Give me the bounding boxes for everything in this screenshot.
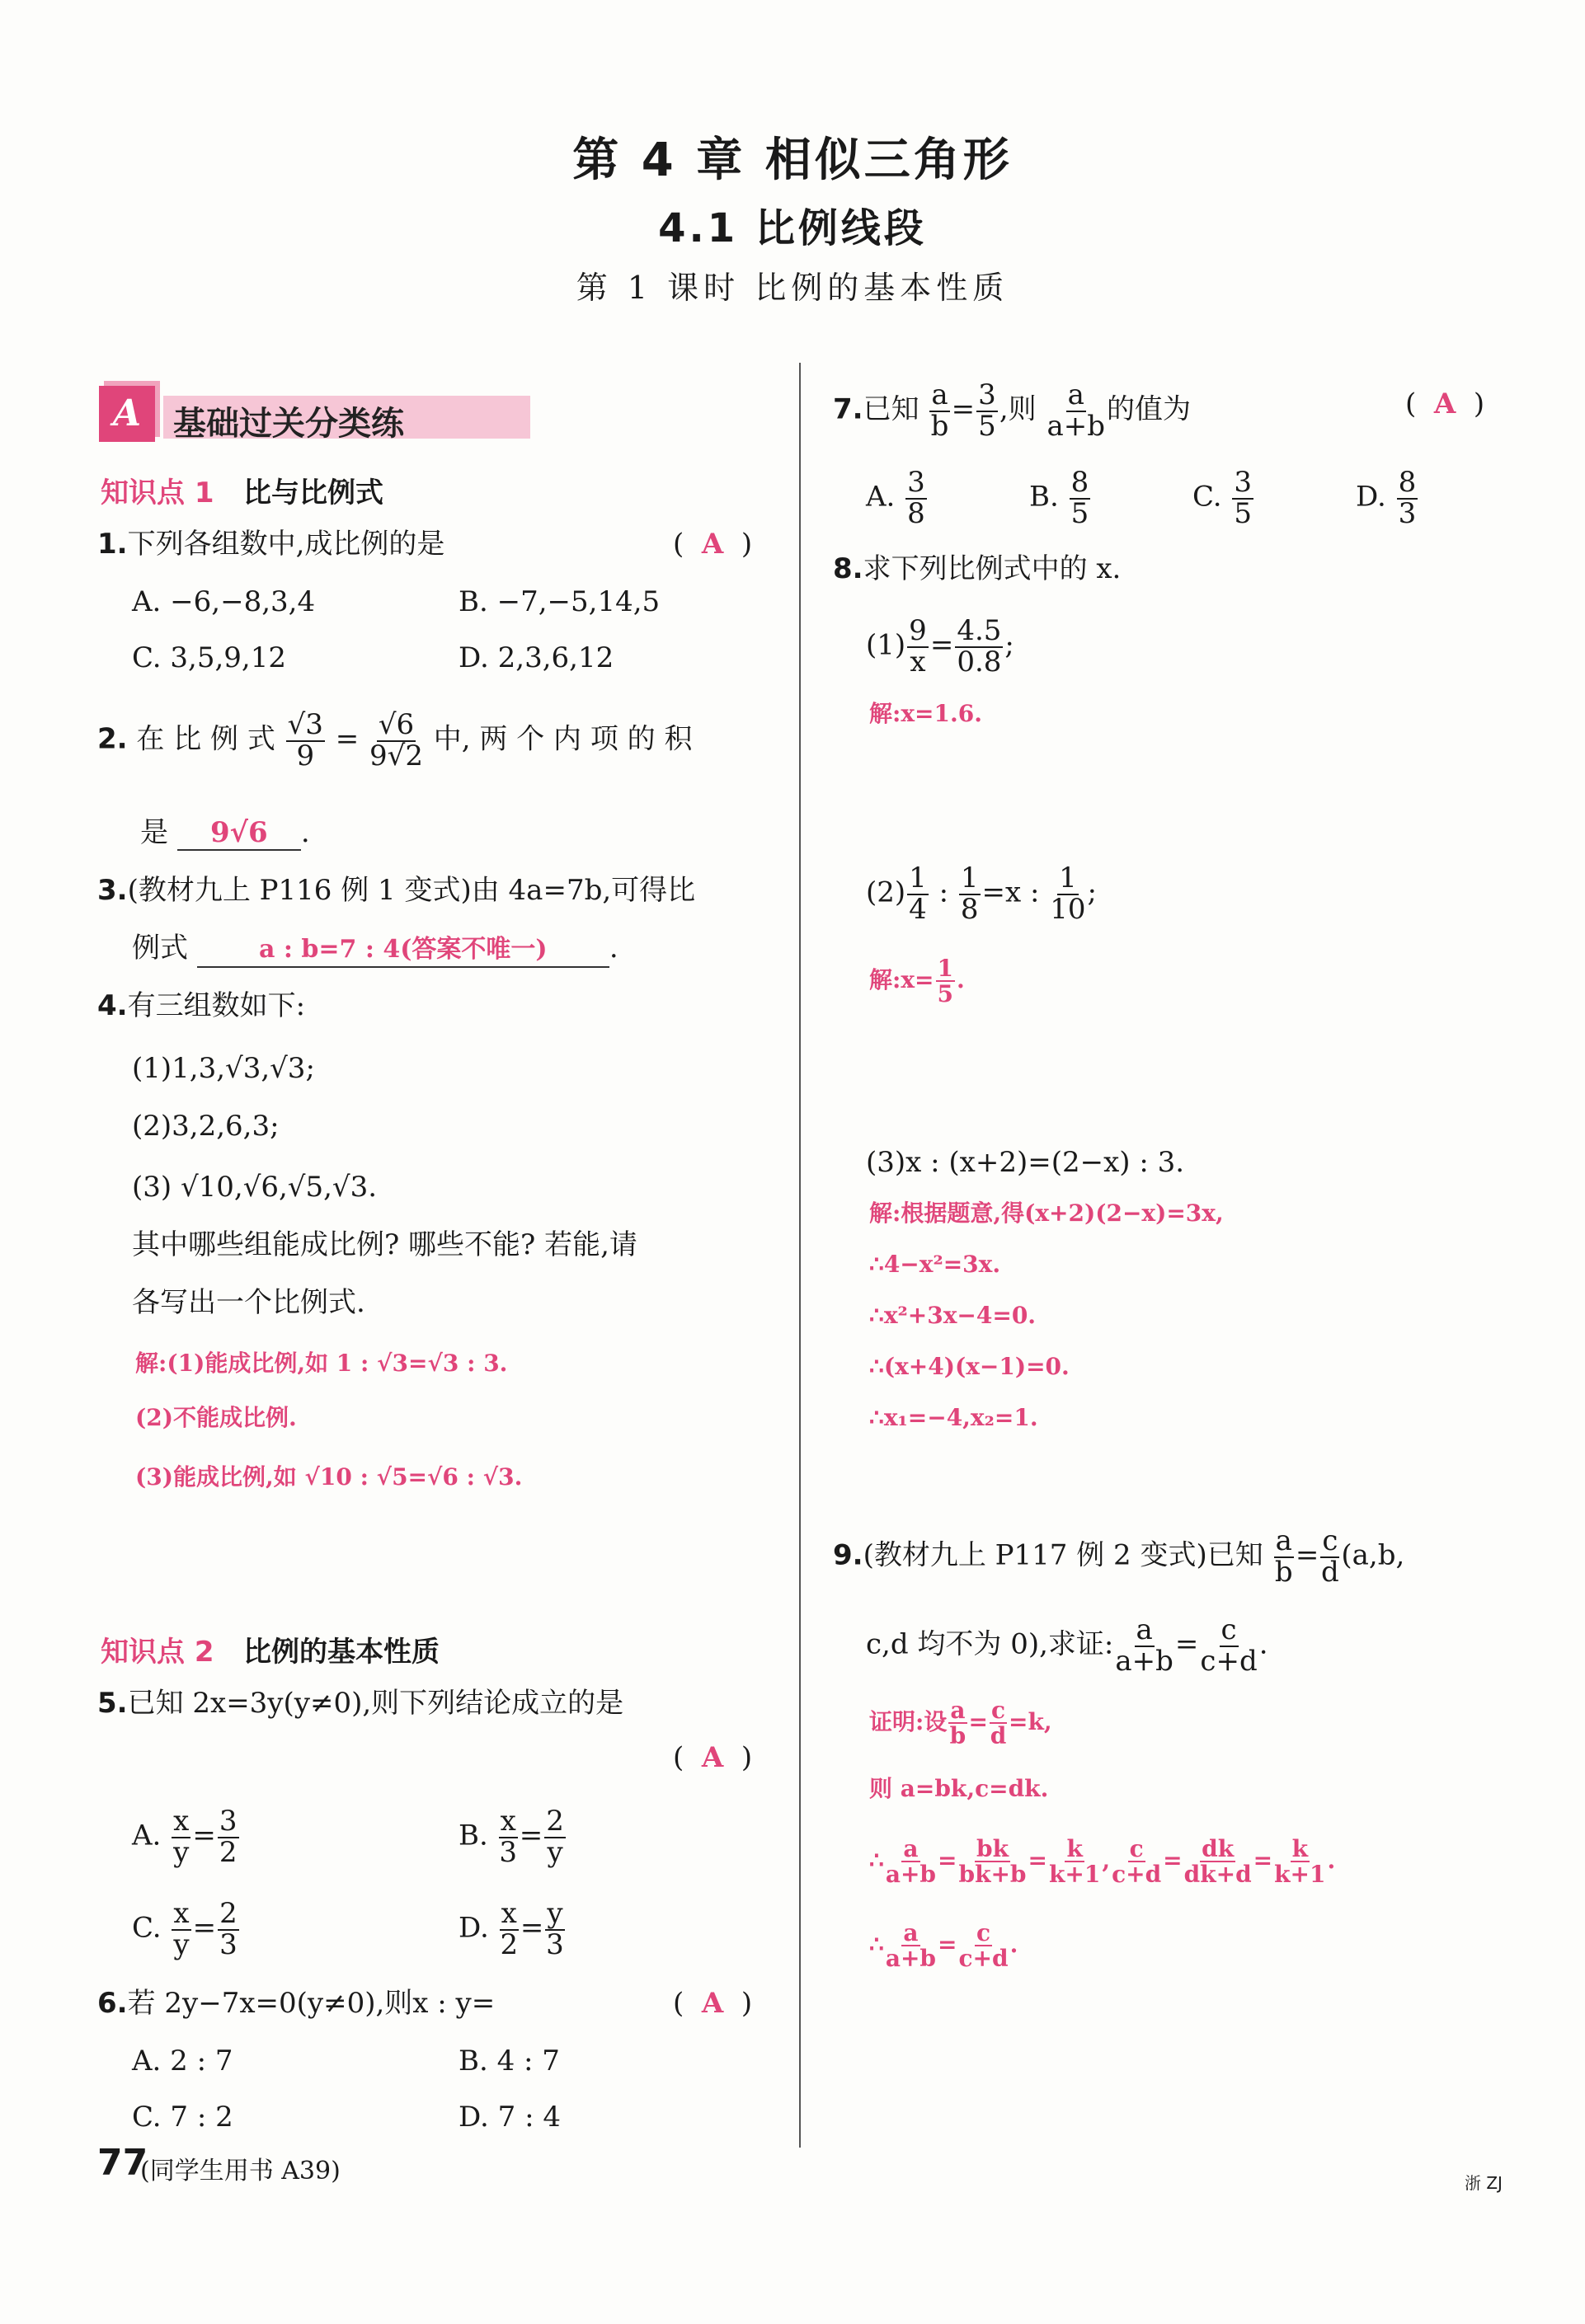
q5-answer-paren: ( A ) bbox=[673, 1741, 753, 1774]
q2-pre: 在 比 例 式 bbox=[136, 722, 275, 756]
q8-solution-3d: ∴(x+4)(x−1)=0. bbox=[869, 1353, 1070, 1380]
q6-answer: A bbox=[701, 1987, 724, 2020]
q7-option-c: C. $\frac{3}{5}$ bbox=[1192, 466, 1253, 530]
q9-proof-2: 则 a=bk,c=dk. bbox=[869, 1775, 1049, 1802]
knowledge-point-2 bbox=[101, 1629, 440, 1669]
q7-stem: 7.已知 $\frac{a}{b}$ = $\frac{3}{5}$ ,则 $\frac{a}{a+b}$ 的值为 bbox=[833, 378, 1191, 443]
knowledge-point-1 bbox=[101, 470, 383, 510]
q2-line2-text: 是 bbox=[140, 816, 168, 849]
q9-stem: 9.(教材九上 P117 例 2 变式)已知 $\frac{a}{b}$ = $\frac{c}{d}$ (a,b, bbox=[833, 1524, 1405, 1589]
q9-proof-1-post: =k, bbox=[1009, 1707, 1052, 1735]
q4-question-line2: 各写出一个比例式. bbox=[132, 1286, 365, 1319]
chapter-title: 第 4 章 相似三角形 bbox=[572, 134, 1013, 187]
q7-mid: ,则 bbox=[999, 392, 1037, 426]
q8-solution-3c: ∴x²+3x−4=0. bbox=[869, 1302, 1037, 1329]
q7-option-b: B. $\frac{8}{5}$ bbox=[1029, 466, 1089, 530]
q4-question-line1: 其中哪些组能成比例? 哪些不能? 若能,请 bbox=[132, 1228, 637, 1261]
q8-solution-1: 解:x=1.6. bbox=[869, 700, 982, 727]
q7-pre: 已知 bbox=[863, 392, 919, 426]
q7-option-a: A. $\frac{3}{8}$ bbox=[866, 466, 925, 530]
q5-text: 已知 2x=3y(y≠0),则下列结论成立的是 bbox=[127, 1687, 624, 1720]
page-number: 77 bbox=[97, 2142, 148, 2184]
lesson-title: 第 1 课时 比例的基本性质 bbox=[576, 270, 1009, 306]
q9-line2-text: c,d 均不为 0),求证: bbox=[866, 1627, 1114, 1661]
footer-reference: (同学生用书 A39) bbox=[140, 2157, 341, 2185]
q3-text: (教材九上 P116 例 1 变式)由 4a=7b,可得比 bbox=[127, 874, 696, 907]
kp1-title: 比与比例式 bbox=[243, 477, 384, 509]
column-divider bbox=[799, 363, 801, 2148]
q2-fraction-right: $\frac{√6}{9√2}$ bbox=[369, 708, 423, 772]
section-banner bbox=[99, 386, 536, 442]
q1-option-d: D. 2,3,6,12 bbox=[459, 641, 614, 674]
q9-number: 9. bbox=[833, 1538, 863, 1572]
q8-number: 8. bbox=[833, 552, 863, 585]
footer-region: 浙 ZJ bbox=[1465, 2173, 1503, 2193]
q1-answer: A bbox=[701, 528, 724, 561]
q6-text: 若 2y−7x=0(y≠0),则x : y= bbox=[127, 1987, 496, 2020]
q8-solution-3a: 解:根据题意,得(x+2)(2−x)=3x, bbox=[869, 1200, 1224, 1227]
q2-stem: 2. 在 比 例 式 $\frac{√3}{9}$ = $\frac{√6}{9√2}$ 中, 两 个 内 项 的 积 bbox=[97, 708, 693, 772]
q9-line2: c,d 均不为 0),求证: $\frac{a}{a+b}$ = $\frac{c}{c+d}$ . bbox=[866, 1613, 1268, 1678]
section-title: 4.1 比例线段 bbox=[658, 205, 927, 251]
q4-group-2: (2)3,2,6,3; bbox=[132, 1110, 280, 1143]
kp1-tag: 知识点 1 bbox=[101, 477, 214, 509]
q4-stem bbox=[97, 989, 305, 1022]
q8-solution-2-text: 解:x= bbox=[869, 965, 934, 993]
banner-letter-icon: A bbox=[99, 386, 155, 442]
q5-option-a: A. $\frac{x}{y}$ = $\frac{3}{2}$ bbox=[132, 1805, 238, 1869]
q8-solution-3e: ∴x₁=−4,x₂=1. bbox=[869, 1404, 1038, 1431]
q4-solution-3: (3)能成比例,如 √10 : √5=√6 : √3. bbox=[135, 1463, 523, 1491]
q1-answer-paren: ( A ) bbox=[673, 528, 753, 561]
q8-part-1: (1) $\frac{9}{x}$ = $\frac{4.5}{0.8}$ ; bbox=[866, 614, 1014, 678]
q2-fraction-left: $\frac{√3}{9}$ bbox=[287, 708, 323, 772]
q9-post: (a,b, bbox=[1341, 1538, 1405, 1572]
q4-solution-1: 解:(1)能成比例,如 1 : √3=√3 : 3. bbox=[135, 1350, 508, 1377]
q9-proof-1: 证明:设 $\frac{a}{b}$ = $\frac{c}{d}$ =k, bbox=[869, 1697, 1052, 1750]
kp2-title: 比例的基本性质 bbox=[243, 1636, 440, 1669]
q9-therefore-1: ∴ bbox=[869, 1846, 884, 1874]
q1-option-c: C. 3,5,9,12 bbox=[132, 641, 286, 674]
q6-number: 6. bbox=[97, 1987, 128, 2020]
q7-answer-paren: ( A ) bbox=[1405, 387, 1485, 420]
q6-answer-paren: ( A ) bbox=[673, 1987, 753, 2020]
q1-stem bbox=[97, 528, 444, 561]
q4-number: 4. bbox=[97, 989, 128, 1022]
q1-text: 下列各组数中,成比例的是 bbox=[127, 528, 445, 561]
q3-line2: 例式 a : b=7 : 4(答案不唯一) . bbox=[132, 932, 618, 968]
q6-option-d: D. 7 : 4 bbox=[459, 2101, 561, 2134]
q7-number: 7. bbox=[833, 392, 863, 426]
q6-option-c: C. 7 : 2 bbox=[132, 2101, 233, 2134]
q5-option-d: D. $\frac{x}{2}$ = $\frac{y}{3}$ bbox=[459, 1897, 564, 1961]
q1-option-a: A. −6,−8,3,4 bbox=[132, 585, 316, 618]
q7-post: 的值为 bbox=[1106, 392, 1191, 426]
q5-option-c: C. $\frac{x}{y}$ = $\frac{2}{3}$ bbox=[132, 1897, 238, 1961]
q5-option-b: B. $\frac{x}{3}$ = $\frac{2}{y}$ bbox=[459, 1805, 564, 1869]
q5-answer: A bbox=[701, 1741, 724, 1774]
q4-text: 有三组数如下: bbox=[127, 989, 306, 1022]
q1-number: 1. bbox=[97, 528, 128, 561]
q7-option-d: D. $\frac{8}{3}$ bbox=[1356, 466, 1417, 530]
q6-option-a: A. 2 : 7 bbox=[132, 2045, 233, 2078]
q3-number: 3. bbox=[97, 874, 128, 907]
q8-part-3: (3)x : (x+2)=(2−x) : 3. bbox=[866, 1146, 1185, 1179]
q9-therefore-2: ∴ bbox=[869, 1930, 884, 1958]
q4-solution-2: (2)不能成比例. bbox=[135, 1404, 297, 1431]
q3-stem bbox=[97, 874, 695, 907]
q4-group-1: (1)1,3,√3,√3; bbox=[132, 1052, 315, 1085]
q9-proof-4: ∴ $\frac{a}{a+b}$ = $\frac{c}{c+d}$ . bbox=[869, 1919, 1018, 1973]
q2-answer: 9√6 bbox=[177, 816, 301, 851]
q8-text: 求下列比例式中的 x. bbox=[863, 552, 1122, 585]
q5-number: 5. bbox=[97, 1687, 128, 1720]
q5-stem bbox=[97, 1687, 623, 1720]
q7-answer: A bbox=[1433, 387, 1456, 420]
q2-mid: 中, 两 个 内 项 的 积 bbox=[433, 722, 693, 756]
q2-line2: 是 9√6 . bbox=[140, 816, 310, 849]
q9-pre: (教材九上 P117 例 2 变式)已知 bbox=[863, 1538, 1263, 1572]
q9-proof-3: ∴ $\frac{a}{a+b}$ = $\frac{bk}{bk+b}$ = $\frac{k}{k+1}$ , $\frac{c}{c+d}$ = $\frac{dk}{dk+d}$ = $\frac{k}{k+1}$ . bbox=[869, 1835, 1336, 1889]
q8-solution-3b: ∴4−x²=3x. bbox=[869, 1251, 1001, 1278]
kp2-tag: 知识点 2 bbox=[101, 1636, 214, 1669]
q6-stem bbox=[97, 1987, 495, 2020]
q6-option-b: B. 4 : 7 bbox=[459, 2045, 560, 2078]
banner-text: 基础过关分类练 bbox=[173, 405, 404, 443]
q3-line2-text: 例式 bbox=[132, 932, 188, 965]
q3-answer: a : b=7 : 4(答案不唯一) bbox=[197, 933, 609, 968]
q4-group-3: (3) √10,√6,√5,√3. bbox=[132, 1171, 378, 1204]
q8-part-2: (2) $\frac{1}{4}$ : $\frac{1}{8}$ =x : $\frac{1}{10}$ ; bbox=[866, 862, 1097, 926]
q9-proof-1-text: 证明:设 bbox=[869, 1707, 948, 1735]
q8-solution-2: 解:x= $\frac{1}{5}$ . bbox=[869, 955, 965, 1008]
q1-option-b: B. −7,−5,14,5 bbox=[459, 585, 661, 618]
q8-stem bbox=[833, 552, 1121, 585]
q2-number: 2. bbox=[97, 722, 128, 756]
